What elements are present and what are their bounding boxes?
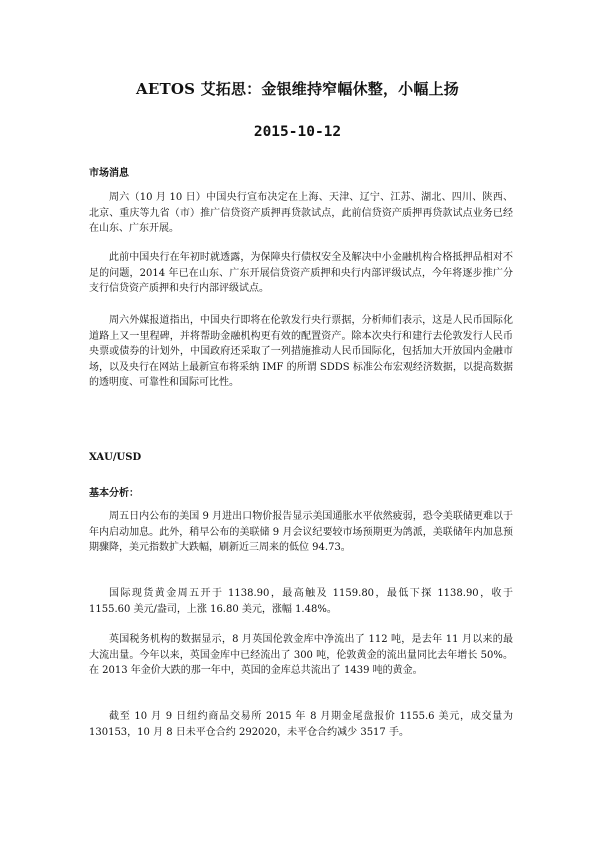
paragraph-xau-3: 英国税务机构的数据显示，8 月英国伦敦金库中净流出了 112 吨，是去年 11 月以来的最大流出量。今年以来，英国金库中已经流出了 300 吨，伦敦黄金的流出量同比去年增长 50%。在 2013 年金价大跌的那一年中，英国的金库总共流出了 1439 吨的黄金。 — [89, 634, 513, 676]
paragraph-xau-1: 周五日内公布的美国 9 月进出口物价报告显示美国通胀水平依然疲弱，恐令美联储更难以于年内启动加息。此外，稍早公布的美联储 9 月会议纪要较市场预期更为鸽派，美联储年内加息预期骤降，美元指数扩大跌幅，刷新近三周来的低位 94.73。 — [89, 511, 513, 553]
symbol-heading-xau-usd: XAU/USD — [89, 452, 142, 463]
paragraph-market-news-3: 周六外媒报道指出，中国央行即将在伦敦发行央行票据，分析师们表示，这是人民币国际化道路上又一里程碑，并将帮助金融机构更有效的配置资产。除本次央行和建行去伦敦发行人民币央票或债券的计划外，中国政府还采取了一列措施推动人民币国际化，包括加大开放国内金融市场，以及央行在网站上最新宣布将采纳 IMF 的所谓 SDDS 标准公布宏观经济数据，以提高数据的透明度、可靠性和国际可比性。 — [89, 315, 513, 388]
paragraph-market-news-1: 周六（10 月 10 日）中国央行宣布决定在上海、天津、辽宁、江苏、湖北、四川、陕西、北京、重庆等九省（市）推广信贷资产质押再贷款试点，此前信贷资产质押再贷款试点业务已经在山东、广东开展。 — [89, 192, 513, 234]
document-date: 2015-10-12 — [253, 124, 342, 140]
paragraph-market-news-2: 此前中国央行在年初时就透露，为保障央行债权安全及解决中小金融机构合格抵押品相对不足的问题，2014 年已在山东、广东开展信贷资产质押和央行内部评级试点，今年将逐步推广分支行信贷资产质押和央行内部评级试点。 — [89, 252, 513, 294]
section-heading-basic-analysis: 基本分析： — [89, 488, 139, 499]
paragraph-xau-2: 国际现货黄金周五开于 1138.90，最高触及 1159.80，最低下探 1138.90，收于 1155.60 美元/盎司，上涨 16.80 美元，涨幅 1.48%。 — [89, 588, 513, 615]
section-heading-market-news: 市场消息 — [89, 168, 129, 179]
document-title: AETOS 艾拓思：金银维持窄幅休整，小幅上扬 — [136, 80, 459, 98]
paragraph-xau-4: 截至 10 月 9 日纽约商品交易所 2015 年 8 月期金尾盘报价 1155.6 美元，成交量为 130153，10 月 8 日未平仓合约 292020，未平仓合约减少 3517 手。 — [89, 711, 513, 738]
